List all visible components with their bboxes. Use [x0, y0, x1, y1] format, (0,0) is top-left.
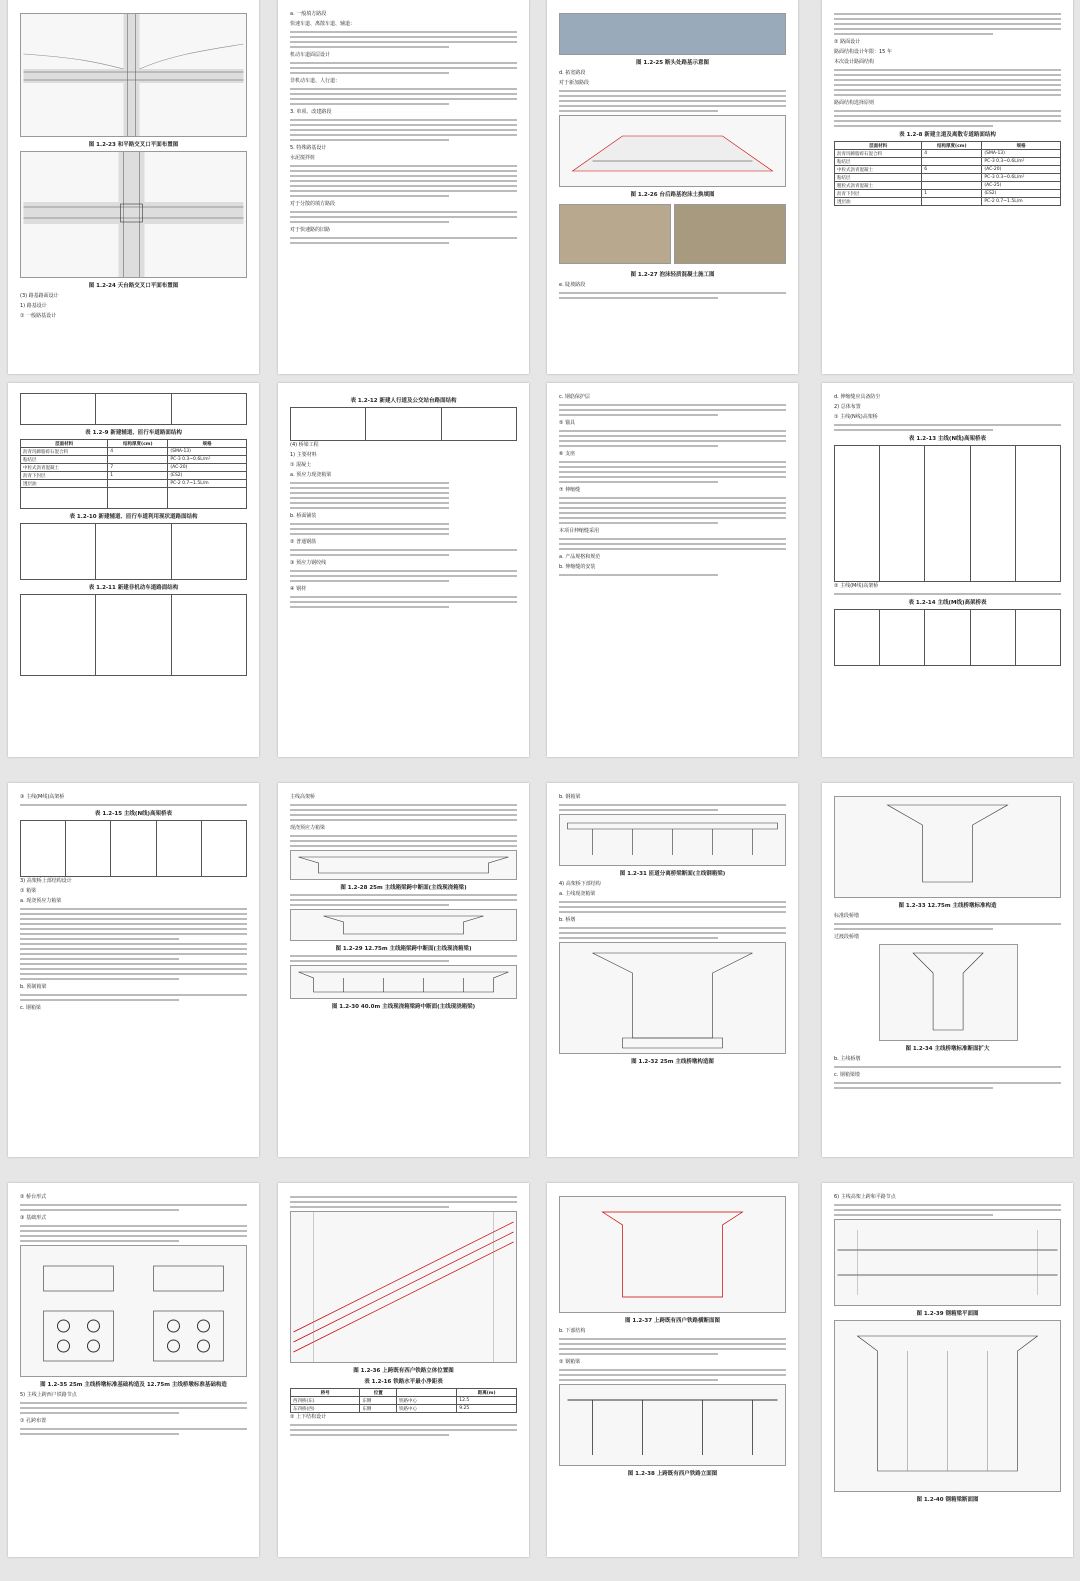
- figure-caption: 图 1.2-25 断头处路基示意图: [635, 60, 709, 66]
- paragraph-heading: a. 预应力现浇箱梁: [290, 472, 332, 478]
- paragraph-heading: ② 普通钢筋: [290, 539, 317, 545]
- table-caption: 表 1.2-12 新建人行道及公交站台路面结构: [350, 398, 457, 404]
- box-girder-section: [290, 965, 517, 999]
- aerial-photo: [559, 13, 786, 55]
- document-page-6: [278, 383, 529, 757]
- figure-caption: 图 1.2-34 主线桥墩标准断面扩大: [905, 1046, 990, 1052]
- table-caption: 表 1.2-9 新建辅道、匝行车道路面结构: [85, 430, 182, 436]
- document-page-12: [822, 783, 1073, 1157]
- paragraph-heading: 2) 总体布置: [834, 404, 861, 410]
- figure-caption: 图 1.2-29 12.75m 主线箱梁跨中断面(主线现浇箱梁): [335, 946, 472, 952]
- section-heading: 1) 路基设计: [20, 303, 47, 309]
- paragraph-heading: 3) 高架桥上部结构设计: [20, 878, 72, 884]
- pier-drawing: [834, 796, 1061, 898]
- paragraph-heading: ① 箱梁: [20, 888, 37, 894]
- figure-caption: 图 1.2-28 25m 主线箱梁跨中断面(主线现浇箱梁): [340, 885, 467, 891]
- railway-cross-section: [559, 1196, 786, 1313]
- figure-caption: 图 1.2-36 上跨既有西户铁路立体位置图: [353, 1368, 454, 1374]
- figure-caption: 图 1.2-23 和平路交叉口平面布置图: [88, 142, 179, 148]
- paragraph-heading: b. 预制箱梁: [20, 984, 47, 990]
- paragraph-heading: 对于快速路的旧路: [290, 227, 331, 233]
- table-caption: 表 1.2-13 主线(N线)高架桥表: [908, 436, 987, 442]
- document-page-8: [822, 383, 1073, 757]
- paragraph-heading: 路面结构选择原则: [834, 100, 875, 106]
- foundation-drawing: [20, 1245, 247, 1377]
- paragraph-heading: ④ 钢材: [290, 586, 307, 592]
- document-page-9: [8, 783, 259, 1157]
- paragraph-heading: ③ 基础形式: [20, 1215, 47, 1221]
- paragraph-heading: 标准段桥墩: [834, 913, 860, 919]
- paragraph-heading: 6) 主线高架上跨和平路节点: [834, 1194, 896, 1200]
- paragraph-heading: ② 钢箱梁: [559, 1359, 581, 1365]
- paragraph-heading: c. 钢筋保护层: [559, 394, 590, 400]
- paragraph-heading: 现浇预应力箱梁: [290, 825, 326, 831]
- paragraph-heading: d. 拓宽路段: [559, 70, 586, 76]
- paragraph-heading: a. 产品规格和规范: [559, 554, 601, 560]
- paragraph-heading: 1) 主要材料: [290, 452, 317, 458]
- paragraph-heading: ⑦ 伸缩缝: [559, 487, 581, 493]
- bridge-table: [834, 445, 1061, 582]
- document-page-15: [547, 1183, 798, 1557]
- box-girder-section: [290, 850, 517, 880]
- figure-caption: 图 1.2-31 匝道分离桥梁断面(主线钢箱梁): [619, 871, 726, 877]
- paragraph-heading: b. 钢箱梁: [559, 794, 581, 800]
- paragraph-heading: 路面结构设计年限：15 年: [834, 49, 892, 55]
- document-page-11: [547, 783, 798, 1157]
- document-page-3: [547, 0, 798, 374]
- pavement-table: [20, 594, 247, 676]
- pavement-table: [20, 523, 247, 580]
- paragraph-heading: 本次设计路面结构: [834, 59, 875, 65]
- paragraph-heading: ② 上下结构设计: [290, 1414, 327, 1420]
- paragraph-heading: c. 钢箱梁: [20, 1005, 41, 1011]
- paragraph-heading: d. 伸缩缝应具备防尘: [834, 394, 881, 400]
- pavement-table: 层面材料 结构厚度(cm) 规格 沥青玛蹄脂碎石混合料 4 (SMA-13) 粘结层 PC-3 0.3~0.6L/m² 中粒式沥青混凝土 6 (AC-20) 粘结层 PC-3 0.3~0.6L/m² 粗粒式沥青混凝土 (AC-25) 沥青下封层 1 (ES2) 透层油 PC-2 0.7~1.5L/m: [834, 141, 1061, 206]
- paragraph-heading: e. 陡坡路段: [559, 282, 586, 288]
- pier-drawing: [559, 942, 786, 1054]
- paragraph-heading: 非机动车道、人行道：: [290, 78, 341, 84]
- steel-girder-plan: [834, 1219, 1061, 1306]
- document-page-1: [8, 0, 259, 374]
- paragraph-heading: ③ 预应力钢绞线: [290, 560, 327, 566]
- paragraph-heading: 5) 主线上跨西户铁路节点: [20, 1392, 77, 1398]
- intersection-plan-figure: [20, 151, 247, 278]
- paragraph-heading: b. 桥墩: [559, 917, 576, 923]
- document-page-16: [822, 1183, 1073, 1557]
- intersection-plan-figure: [20, 13, 247, 137]
- figure-caption: 图 1.2-27 泡沫轻质混凝土施工图: [630, 272, 715, 278]
- table-caption: 表 1.2-8 新建主道及离散专道路面结构: [899, 132, 996, 138]
- paragraph-heading: ⑥ 支座: [559, 451, 576, 457]
- table-caption: 表 1.2-15 主线(N线)高架桥表: [94, 811, 173, 817]
- paragraph-heading: ③ 主线(M线)高架桥: [20, 794, 65, 800]
- paragraph-heading: 对于新加路段: [559, 80, 590, 86]
- paragraph-heading: b. 桥面铺装: [290, 513, 317, 519]
- foam-fill-section-figure: [559, 115, 786, 187]
- paragraph-heading: a. 主线现浇箱梁: [559, 891, 596, 897]
- table-caption: 表 1.2-14 主线(M线)高架桥表: [908, 600, 987, 606]
- pier-detail: [879, 944, 1017, 1041]
- table-caption: 表 1.2-10 新建辅道、匝行车道利用现状道路面结构: [69, 514, 198, 520]
- paragraph-heading: 主线高架桥: [290, 794, 316, 800]
- document-page-2: [278, 0, 529, 374]
- pavement-table: [20, 393, 247, 425]
- figure-caption: 图 1.2-30 40.0m 主线现浇箱梁跨中断面(主线现浇箱梁): [331, 1004, 476, 1010]
- paragraph-heading: a. 现浇预应力箱梁: [20, 898, 62, 904]
- paragraph-heading: ② 路面设计: [834, 39, 861, 45]
- paragraph-heading: ① 主线(N线)高架桥: [834, 414, 878, 420]
- figure-caption: 图 1.2-33 12.75m 主线桥墩标准构造: [898, 903, 997, 909]
- paragraph-heading: a. 一般填方路段: [290, 11, 327, 17]
- paragraph-heading: 4) 高架桥下部结构: [559, 881, 601, 887]
- document-page-13: [8, 1183, 259, 1557]
- paragraph-heading: 本项目伸缩缝采用: [559, 528, 600, 534]
- sidewalk-table: [290, 407, 517, 441]
- paragraph-heading: 机动车道面层设计: [290, 52, 331, 58]
- bridge-table: [20, 820, 247, 877]
- paragraph-heading: 对于分散的填方路段: [290, 201, 336, 207]
- paragraph-heading: 3. 单项、改建路段: [290, 109, 332, 115]
- construction-photo: [674, 204, 786, 264]
- paragraph-heading: ① 孔跨布置: [20, 1418, 47, 1424]
- figure-caption: 图 1.2-40 钢箱梁断面图: [916, 1497, 979, 1503]
- clearance-table: 桥号 位置 距离(m) 西四桥(东) 东侧 铁路中心 12.5 东四桥(西) 东侧 铁路中心 9.25: [290, 1388, 517, 1413]
- paragraph-heading: 水泥搅拌桩: [290, 155, 316, 161]
- paragraph-heading: ② 主线(M线)高架桥: [834, 583, 879, 589]
- box-girder-section: [290, 909, 517, 941]
- paragraph-heading: 5. 特殊路基设计: [290, 145, 327, 151]
- document-page-14: [278, 1183, 529, 1557]
- paragraph-heading: c. 钢箱梁墩: [834, 1072, 860, 1078]
- table-caption: 表 1.2-11 新建非机动车道路面结构: [88, 585, 179, 591]
- figure-caption: 图 1.2-32 25m 主线桥墩构造图: [631, 1059, 714, 1065]
- steel-girder-section: [834, 1320, 1061, 1492]
- paragraph-heading: b. 伸缩缝的安装: [559, 564, 596, 570]
- table-caption: 表 1.2-16 铁路水平最小净距表: [364, 1379, 443, 1385]
- paragraph-heading: ② 桥台形式: [20, 1194, 47, 1200]
- document-page-4: [822, 0, 1073, 374]
- paragraph-heading: ① 混凝土: [290, 462, 312, 468]
- figure-caption: 图 1.2-26 台后路基泡沫土换填图: [630, 192, 715, 198]
- railway-elevation: [559, 1384, 786, 1466]
- paragraph-heading: (4) 桥梁工程: [290, 442, 319, 448]
- document-page-10: [278, 783, 529, 1157]
- paragraph-heading: ⑤ 锚具: [559, 420, 576, 426]
- paragraph-heading: 过渡段桥墩: [834, 934, 860, 940]
- paragraph-heading: b. 下部结构: [559, 1328, 586, 1334]
- figure-caption: 图 1.2-38 上跨既有西户铁路立面图: [627, 1471, 718, 1477]
- section-heading: (3) 路基路面设计: [20, 293, 59, 299]
- document-page-5: [8, 383, 259, 757]
- figure-caption: 图 1.2-37 上跨既有西户铁路横断面图: [624, 1318, 720, 1324]
- figure-caption: 图 1.2-39 钢箱梁平面图: [916, 1311, 979, 1317]
- figure-caption: 图 1.2-35 25m 主线桥墩标准基础构造及 12.75m 主线桥墩标准基础构造: [40, 1382, 227, 1388]
- pavement-table: 层面材料 结构厚度(cm) 规格 沥青玛蹄脂碎石混合料 4 (SMA-13) 粘结层 PC-3 0.3~0.6L/m² 中粒式沥青混凝土 7 (AC-20) 沥青下封层 1 (ES2) 透层油 PC-2 0.7~1.5L/m: [20, 439, 247, 509]
- document-page-7: [547, 383, 798, 757]
- section-heading: ① 一般路基设计: [20, 313, 57, 319]
- steel-girder-section: [559, 814, 786, 866]
- bridge-table: [834, 609, 1061, 666]
- paragraph-heading: b. 主线桥墩: [834, 1056, 861, 1062]
- construction-photo: [559, 204, 671, 264]
- paragraph-heading: 快速车道、离散车道、辅道：: [290, 21, 356, 27]
- figure-caption: 图 1.2-24 天台路交叉口平面布置图: [88, 283, 179, 289]
- railway-location-drawing: [290, 1211, 517, 1363]
